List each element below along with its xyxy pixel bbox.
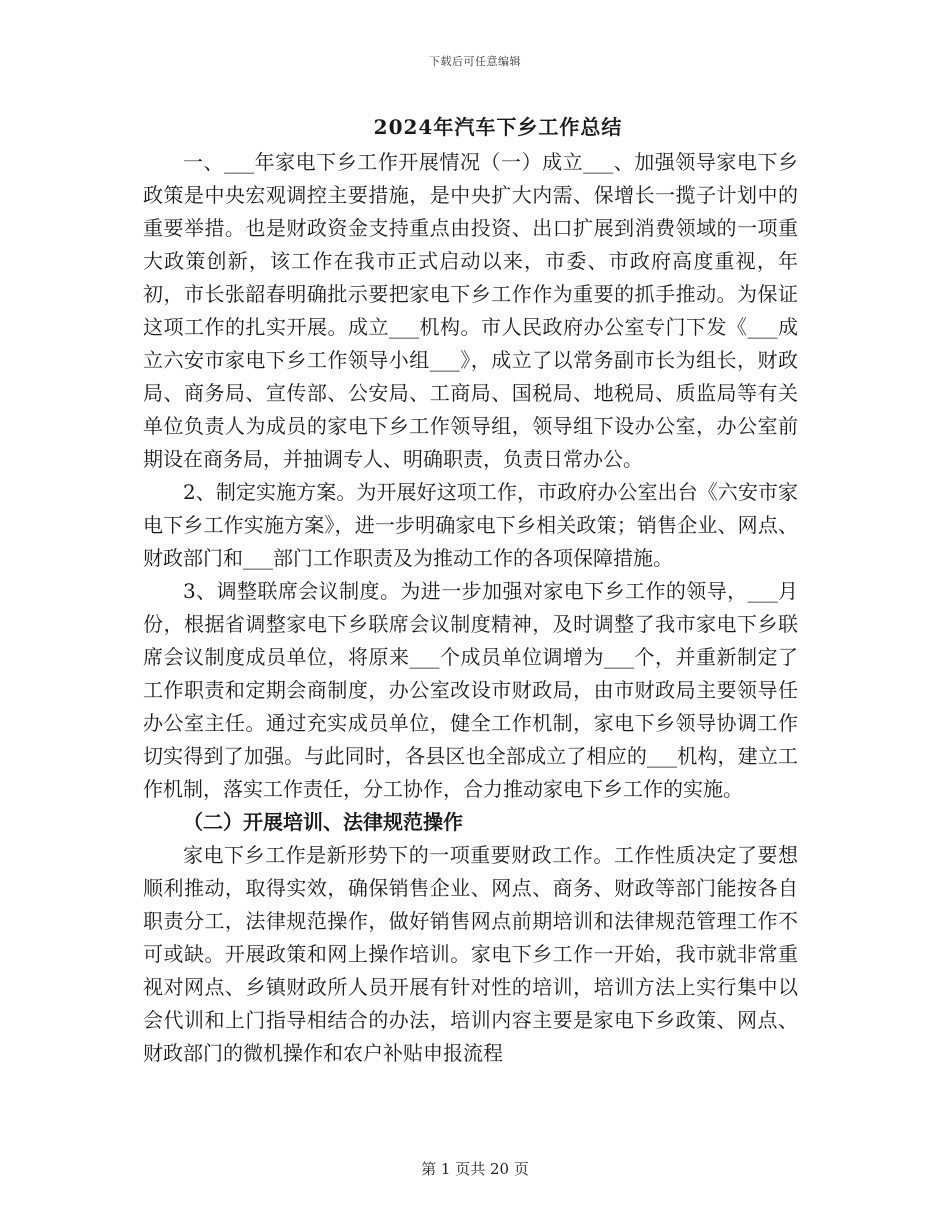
section-subheading: （二）开展培训、法律规范操作 — [183, 810, 463, 834]
paragraph-3: 3、调整联席会议制度。为进一步加强对家电下乡工作的领导，___月份，根据省调整家电下乡联席会议制度精神，及时调整了我市家电下乡联席会议制度成员单位，将原来___个成员单位调增为___个，并重新制定了工作职责和定期会商制度，办公室改设市财政局，由市财政局主要领导任办公室主任。通过充实成员单位，健全工作机制，家电下乡领导协调工作切实得到了加强。与此同时，各县区也全部成立了相应的___机构，建立工作机制，落实工作责任，分工协作，合力推动家电下乡工作的实施。 — [143, 579, 798, 801]
paragraph-2: 2、制定实施方案。为开展好这项工作，市政府办公室出台《六安市家电下乡工作实施方案》，进一步明确家电下乡相关政策；销售企业、网点、财政部门和___部门工作职责及为推动工作的各项保障措施。 — [143, 480, 798, 570]
document-body — [143, 146, 798, 1070]
document-title: 2024年汽车下乡工作总结 — [373, 115, 623, 139]
paragraph-4: 家电下乡工作是新形势下的一项重要财政工作。工作性质决定了要想顺利推动，取得实效，确保销售企业、网点、商务、财政等部门能按各自职责分工，法律规范操作，做好销售网点前期培训和法律规范管理工作不可或缺。开展政策和网上操作培训。家电下乡工作一开始，我市就非常重视对网点、乡镇财政所人员开展有针对性的培训，培训方法上实行集中以会代训和上门指导相结合的办法，培训内容主要是家电下乡政策、网点、财政部门的微机操作和农户补贴申报流程 — [143, 843, 798, 1065]
page-footer: 第 1 页共 20 页 — [421, 1160, 529, 1178]
page-header-note: 下载后可任意编辑 — [429, 55, 521, 68]
paragraph-1: 一、___年家电下乡工作开展情况（一）成立___、加强领导家电下乡政策是中央宏观调控主要措施，是中央扩大内需、保增长一揽子计划中的重要举措。也是财政资金支持重点由投资、出口扩展到消费领域的一项重大政策创新，该工作在我市正式启动以来，市委、市政府高度重视，年初，市长张韶春明确批示要把家电下乡工作作为重要的抓手推动。为保证这项工作的扎实开展。成立___机构。市人民政府办公室专门下发《___成立六安市家电下乡工作领导小组___》，成立了以常务副市长为组长，财政局、商务局、宣传部、公安局、工商局、国税局、地税局、质监局等有关单位负责人为成员的家电下乡工作领导组，领导组下设办公室，办公室前期设在商务局，并抽调专人、明确职责，负责日常办公。 — [143, 150, 798, 471]
